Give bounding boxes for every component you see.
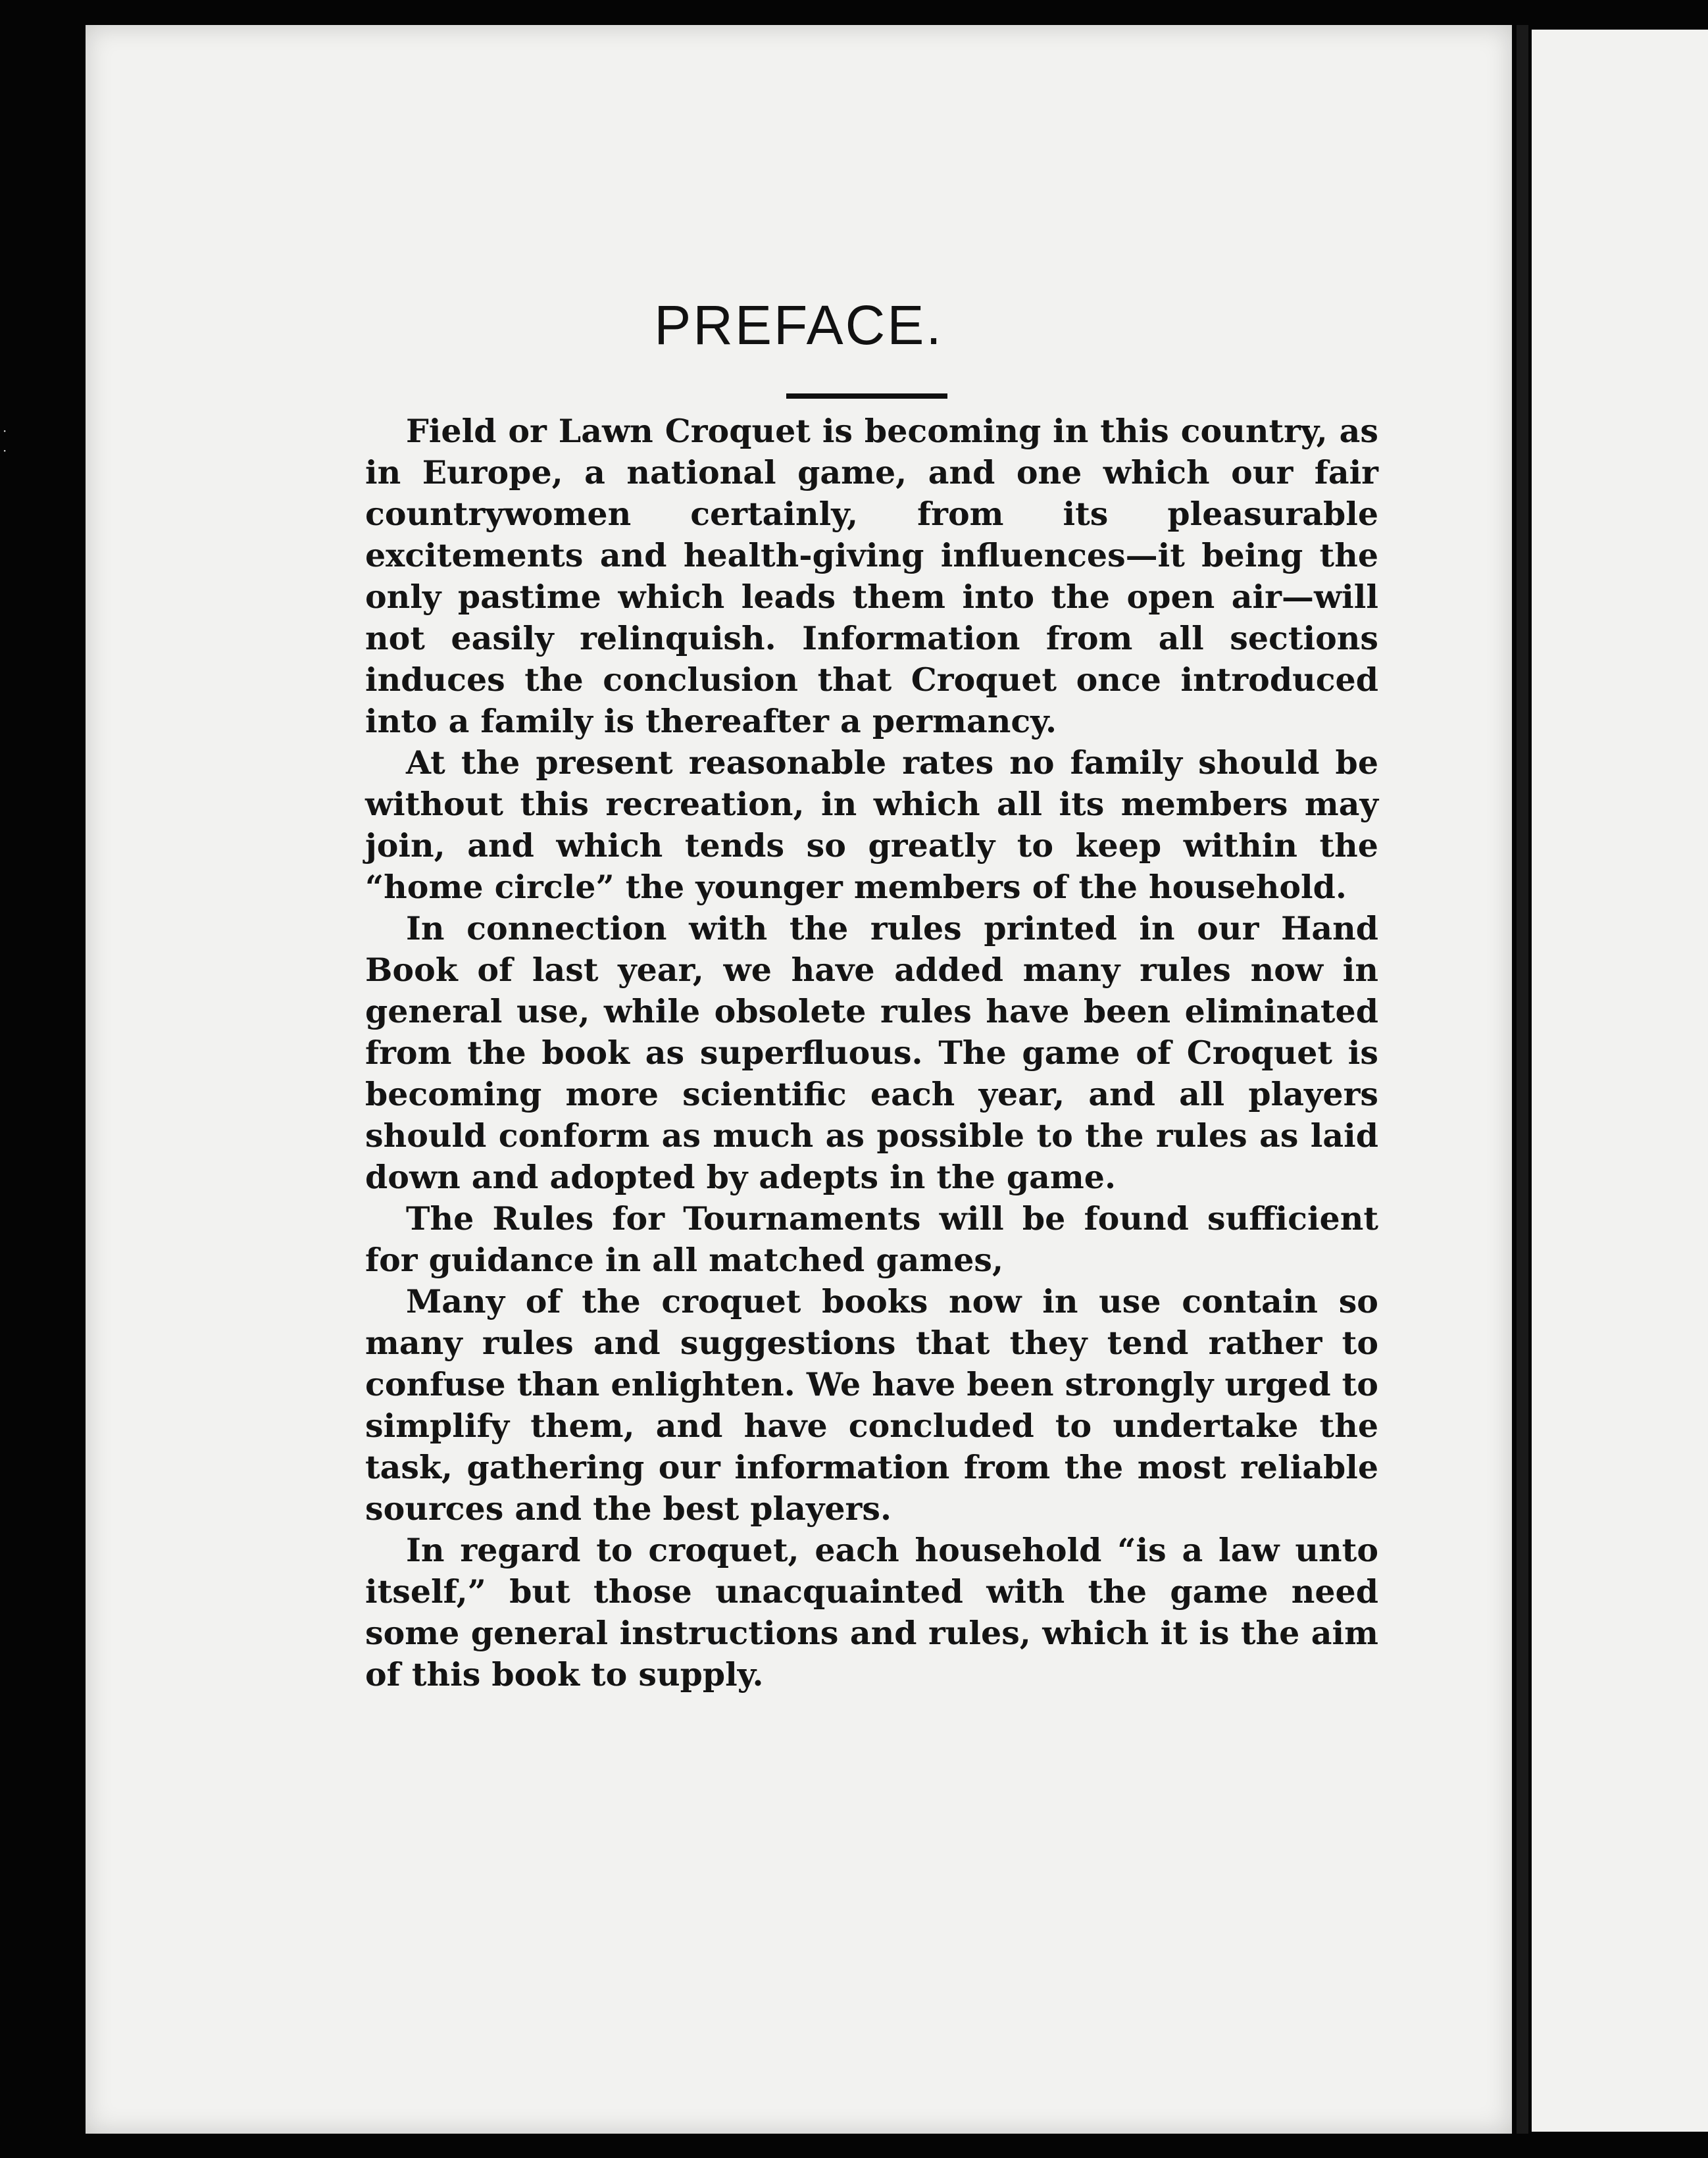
paragraph-5: Many of the croquet books now in use contain so many rules and suggestions that they tend rather to confuse than enlighten. We have been strongly urged to simplify them, and have concluded to undertake the task, gathering our information from the most reliable sources and the best players.	[365, 1282, 1378, 1528]
paragraph-2: At the present reasonable rates no family should be without this recreation, in which all its members may join, and which tends so greatly to keep within the “home circle” the younger members of the household.	[365, 743, 1378, 906]
adjacent-page	[1532, 30, 1708, 2132]
scan-edge-marks: · ·	[3, 423, 7, 459]
book-page	[86, 25, 1512, 2134]
paragraph-4: The Rules for Tournaments will be found sufficient for guidance in all matched games,	[365, 1199, 1378, 1279]
paragraph-1: Field or Lawn Croquet is becoming in this country, as in Europe, a national game, and one which our fair countrywomen certainly, from its pleasurable excitements and health-giving influences—it being the only pastime which leads them into the open air—will not easily relinquish. Information from all sections induces the conclusion that Croquet once introduced into a family is thereafter a permancy.	[365, 412, 1378, 740]
paragraph-6: In regard to croquet, each household “is a law unto itself,” but those unacquainted with the game need some general instructions and rules, which it is the aim of this book to supply.	[365, 1531, 1378, 1694]
page-gutter	[1517, 25, 1528, 2134]
preface-body	[365, 411, 1378, 1695]
page-title: PREFACE.	[654, 294, 943, 356]
title-divider	[786, 393, 947, 399]
paragraph-3: In connection with the rules printed in our Hand Book of last year, we have added many rules now in general use, while obsolete rules have been eliminated from the book as superfluous. The game of Croquet is becoming more scientific each year, and all players should conform as much as possible to the rules as laid down and adopted by adepts in the game.	[365, 909, 1378, 1196]
